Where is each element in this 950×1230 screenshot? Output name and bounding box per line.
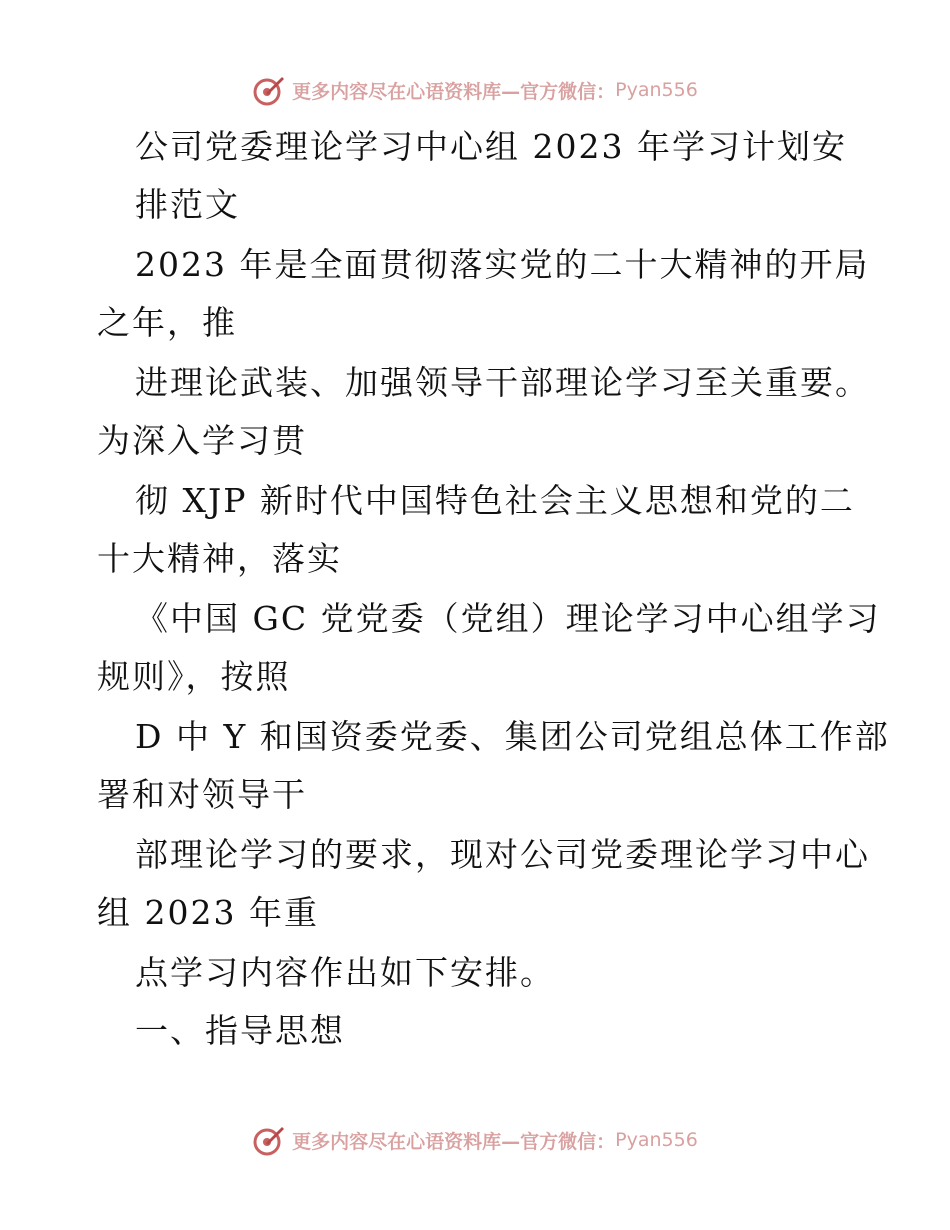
- watermark-contact: Pyan556: [615, 79, 698, 101]
- footer-watermark: [0, 1120, 950, 1160]
- watermark-contact: Pyan556: [615, 1129, 698, 1151]
- text-line: 规则》，按照: [97, 657, 291, 696]
- text-line: 署和对领导干: [97, 775, 307, 814]
- text-line: 为深入学习贯: [97, 421, 307, 460]
- text-line: 十大精神，落实: [97, 539, 342, 578]
- text-line: 部理论学习的要求，现对公司党委理论学习中心: [135, 835, 870, 874]
- text-line: 《中国 GC 党党委（党组）理论学习中心组学习: [135, 599, 881, 638]
- text-line: D 中 Y 和国资委党委、集团公司党组总体工作部: [135, 717, 890, 756]
- watermark-text: 更多内容尽在心语资料库—官方微信：: [292, 1130, 616, 1153]
- text-line: 彻 XJP 新时代中国特色社会主义思想和党的二: [135, 481, 855, 520]
- text-line: 点学习内容作出如下安排。: [135, 953, 555, 992]
- title-line-2: 排范文: [135, 185, 240, 224]
- text-line: 组 2023 年重: [97, 893, 319, 932]
- title-line-1: 公司党委理论学习中心组 2023 年学习计划安: [135, 127, 847, 166]
- pen-logo-icon: [252, 1123, 286, 1157]
- text-line: 进理论武装、加强领导干部理论学习至关重要。: [135, 363, 870, 402]
- pen-logo-icon: [252, 73, 286, 107]
- header-watermark: [0, 70, 950, 110]
- watermark-text: 更多内容尽在心语资料库—官方微信：: [292, 80, 616, 103]
- text-line: 之年，推: [97, 303, 237, 342]
- section-heading: 一、指导思想: [135, 1011, 345, 1050]
- text-line: 2023 年是全面贯彻落实党的二十大精神的开局: [135, 245, 870, 284]
